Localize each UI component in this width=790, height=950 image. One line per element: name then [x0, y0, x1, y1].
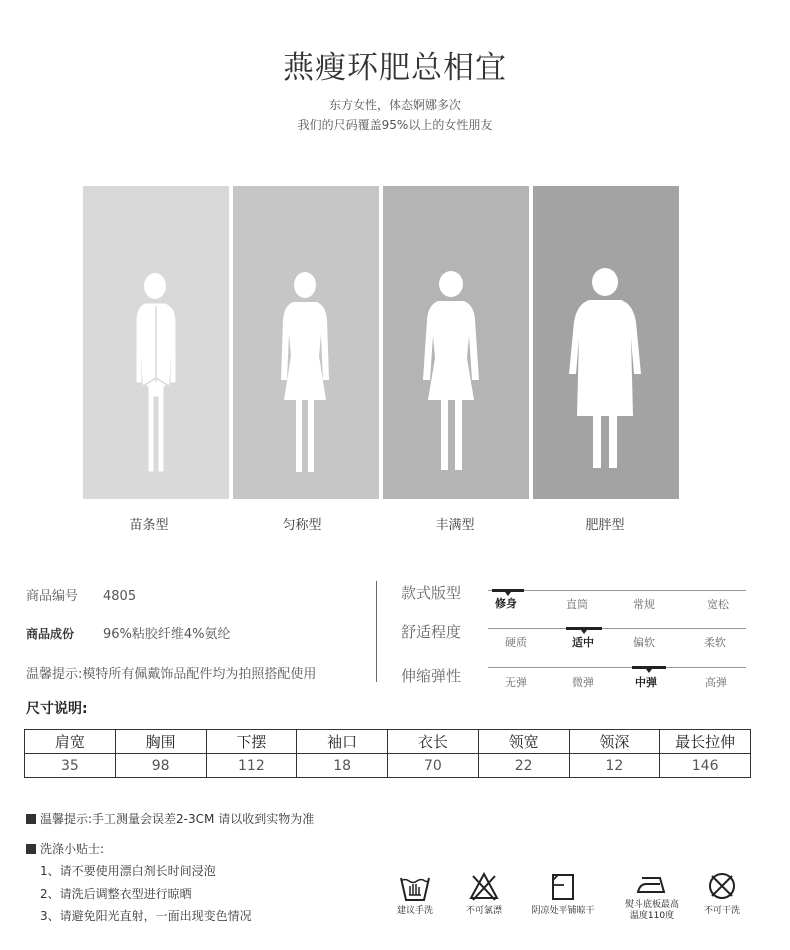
- iron-icon: [634, 868, 670, 898]
- scale-option: 中弹: [635, 676, 657, 689]
- size-header: 肩宽: [25, 730, 116, 754]
- wash-title: [26, 840, 104, 857]
- scale-marker-stretch: [646, 669, 652, 673]
- size-header: 胸围: [115, 730, 206, 754]
- scale-option: 微弹: [572, 676, 594, 689]
- scale-option: 宽松: [707, 598, 729, 611]
- no-bleach-icon: [466, 868, 502, 904]
- care-item-dry-flat: [523, 868, 603, 917]
- slim-figure-icon: [83, 186, 229, 499]
- size-value: 146: [660, 754, 751, 778]
- scale-option: 无弹: [505, 676, 527, 689]
- bullet-square-icon: [26, 844, 36, 854]
- scale-option: 柔软: [704, 636, 726, 649]
- product-id-value: 4805: [103, 589, 137, 604]
- product-id-row: [26, 585, 136, 604]
- scale-option: 高弹: [705, 676, 727, 689]
- size-header: 领深: [569, 730, 660, 754]
- size-value: 18: [297, 754, 388, 778]
- care-label: 不可干洗: [703, 906, 740, 916]
- product-reminder-row: [26, 663, 316, 682]
- attr-label-fit: 款式版型: [401, 584, 462, 602]
- panel-slim: [83, 186, 229, 499]
- wash-tip: 3、请避免阳光直射，一面出现变色情况: [40, 909, 252, 923]
- scale-option: 硬质: [505, 636, 527, 649]
- size-table-value-row: [25, 754, 751, 778]
- scale-line-fit: [488, 590, 746, 591]
- size-header: 领宽: [478, 730, 569, 754]
- body-type-label: 苗条型: [129, 518, 169, 533]
- panel-plus: [533, 186, 679, 499]
- size-value: 12: [569, 754, 660, 778]
- size-value: 22: [478, 754, 569, 778]
- body-type-panels: [83, 186, 679, 499]
- wash-tip: 2、请洗后调整衣型进行晾晒: [40, 887, 192, 901]
- size-value: 98: [115, 754, 206, 778]
- wash-title-text: 洗涤小贴士:: [40, 842, 105, 856]
- size-header: 下摆: [206, 730, 297, 754]
- product-material-label: 商品成份: [26, 627, 75, 641]
- scale-line-comfort: [488, 628, 746, 629]
- plus-figure-icon: [533, 186, 679, 499]
- scale-option: 常规: [633, 598, 655, 611]
- dry-flat-shade-icon: [545, 868, 581, 904]
- care-label-line-1: 熨斗底板最高: [624, 900, 679, 910]
- wash-tip: 1、请不要使用漂白剂长时间浸泡: [40, 864, 216, 878]
- scale-option: 修身: [495, 597, 517, 610]
- scale-line-stretch: [488, 667, 746, 668]
- care-item-no-bleach: [444, 868, 524, 917]
- hand-wash-icon: [397, 868, 433, 904]
- size-table: [24, 729, 751, 778]
- body-type-label: 匀称型: [282, 518, 322, 533]
- size-value: 35: [25, 754, 116, 778]
- scale-option: 直筒: [566, 598, 588, 611]
- care-item-hand-wash: [375, 868, 455, 917]
- panel-full: [383, 186, 529, 499]
- care-label: 阴凉处平铺晾干: [531, 906, 595, 916]
- panel-balanced: [233, 186, 379, 499]
- product-reminder-value: 模特所有佩戴饰品配件均为拍照搭配使用: [82, 667, 317, 682]
- bullet-square-icon: [26, 814, 36, 824]
- product-material-value: 96%粘胶纤维4%氨纶: [103, 627, 231, 642]
- size-table-header-row: [25, 730, 751, 754]
- size-value: 112: [206, 754, 297, 778]
- subtitle-line-1: 东方女性，体态婀娜多次: [328, 98, 461, 112]
- product-material-row: [26, 623, 231, 642]
- size-header: 袖口: [297, 730, 388, 754]
- size-header: 最长拉伸: [660, 730, 751, 754]
- measure-note-text: 温馨提示:手工测量会误差2-3CM 请以收到实物为准: [40, 812, 315, 826]
- balanced-figure-icon: [233, 186, 379, 499]
- body-type-label: 肥胖型: [585, 518, 625, 533]
- care-item-iron: [612, 868, 692, 922]
- product-reminder-label: 温馨提示:: [26, 667, 83, 682]
- scale-option: 适中: [572, 636, 594, 649]
- info-divider: [376, 581, 377, 682]
- attr-label-comfort: 舒适程度: [401, 623, 462, 641]
- product-id-label: 商品编号: [26, 589, 79, 604]
- size-header: 衣长: [388, 730, 479, 754]
- size-value: 70: [388, 754, 479, 778]
- care-label-line-2: 温度110度: [629, 911, 675, 921]
- care-label: 建议手洗: [396, 906, 433, 916]
- care-item-no-dry-clean: [682, 868, 762, 917]
- attr-label-stretch: 伸缩弹性: [401, 667, 462, 685]
- scale-option: 偏软: [633, 636, 655, 649]
- size-table-title: 尺寸说明:: [26, 701, 88, 717]
- care-label: 不可氯漂: [465, 906, 502, 916]
- no-dry-clean-icon: [704, 868, 740, 904]
- subtitle-line-2: 我们的尺码覆盖95%以上的女性朋友: [297, 118, 493, 132]
- body-type-label: 丰满型: [435, 518, 475, 533]
- page-title: 燕瘦环肥总相宜: [283, 50, 507, 86]
- measure-note: [26, 810, 314, 827]
- full-figure-icon: [383, 186, 529, 499]
